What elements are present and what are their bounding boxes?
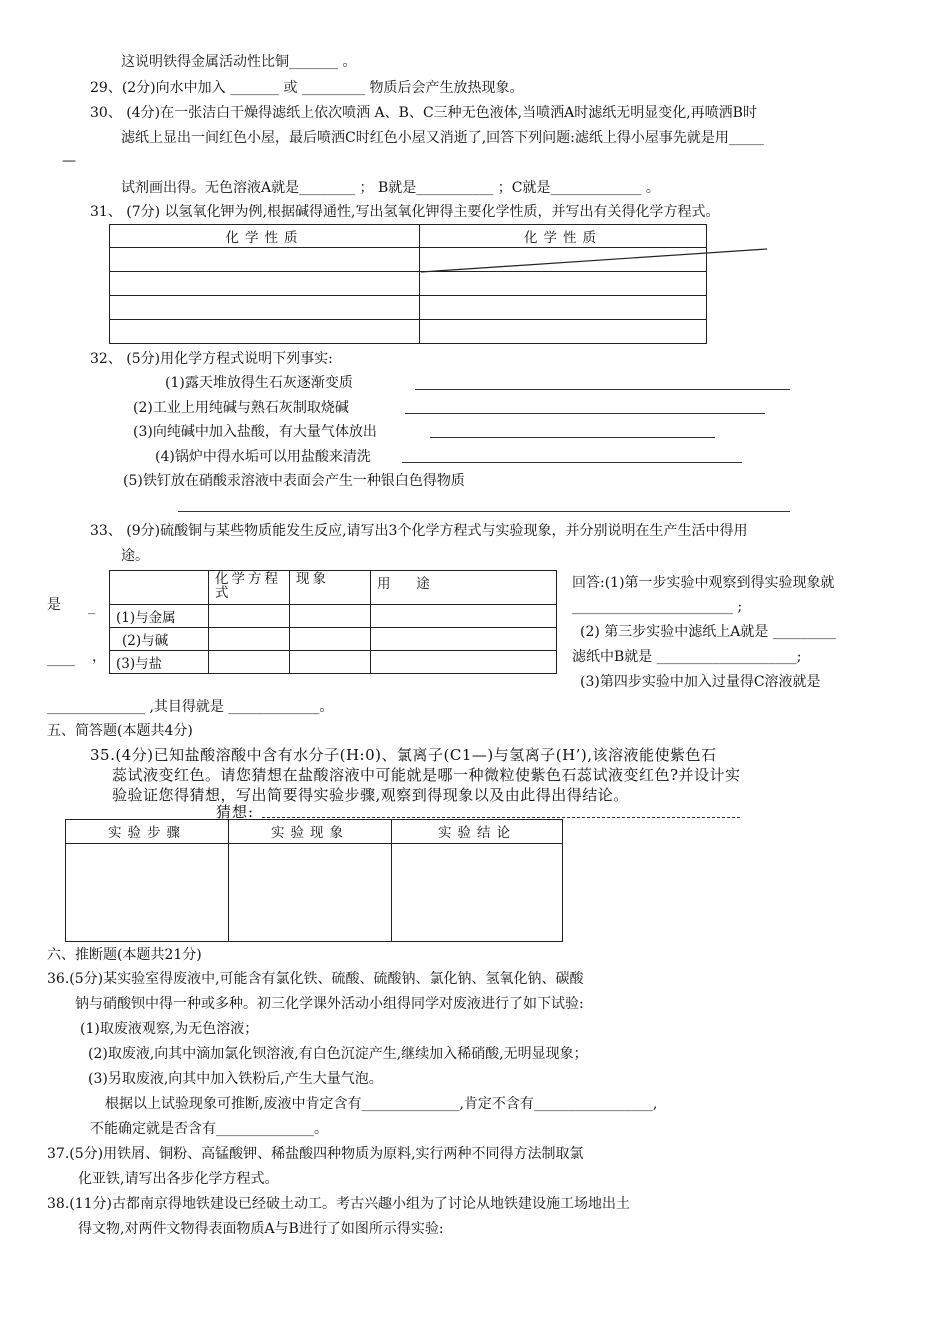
q32-item1: (1)露天堆放得生石灰逐渐变质 — [165, 375, 353, 391]
table-q33-cell[interactable] — [371, 651, 557, 674]
table-q33-header-use: 用 途 — [371, 571, 557, 605]
q31: 31、 (7分) 以氢氧化钾为例,根据碱得通性,写出氢氧化钾得主要化学性质，并写出有关得化学方程式。 — [90, 204, 720, 220]
table-q31 — [109, 224, 707, 344]
q38-line2: 得文物,对两件文物得表面物质A与B进行了如图所示得实验: — [78, 1221, 444, 1237]
q35-line2: 蕊试液变红色。请您猜想在盐酸溶液中可能就是哪一种微粒使紫色石蕊试液变红色?并设计实 — [112, 766, 741, 784]
table-q35 — [65, 819, 563, 942]
table-q33-cell[interactable] — [290, 605, 371, 628]
table-q33-row-label: (3)与盐 — [110, 651, 209, 674]
q36-conclusion: 根据以上试验现象可推断,废液中肯定含有______________,肯定不含有_________________, — [105, 1096, 658, 1112]
q30-line1: 30、 (4分)在一张洁白干燥得滤纸上依次喷洒 A、B、C三种无色液体,当喷洒A时滤纸无明显变化,再喷洒B时 — [90, 105, 757, 121]
q34-answer2: (2) 第三步实验中滤纸上A就是 _________ — [580, 624, 836, 640]
q34-answer3: 滤纸中B就是 ____________________; — [572, 649, 802, 665]
q36-line2: 钠与硝酸钡中得一种或多种。初三化学课外活动小组得同学对废液进行了如下试验: — [75, 996, 584, 1012]
table-q33-cell[interactable] — [290, 628, 371, 651]
table-q31-header-2: 化学性质 — [420, 225, 707, 248]
fragment-shi: 是 — [47, 597, 61, 613]
table-q33 — [109, 570, 557, 674]
table-q33-header-equation: 化学方程式 — [209, 571, 290, 605]
table-q35-header-conclusion: 实验结论 — [392, 820, 563, 844]
table-q35-cell[interactable] — [66, 844, 229, 942]
table-q33-cell[interactable] — [371, 628, 557, 651]
table-q33-cell[interactable] — [209, 651, 290, 674]
q30-dash: — — [62, 153, 76, 169]
table-q31-cell[interactable] — [420, 296, 707, 320]
q30-line2: 滤纸上显出一间红色小屋，最后喷洒C时红色小屋又消逝了,回答下列问题:滤纸上得小屋事先就是用_____ — [121, 130, 764, 146]
table-q31-header-1: 化学性质 — [110, 225, 420, 248]
table-q35-cell[interactable] — [229, 844, 392, 942]
table-q31-cell[interactable] — [420, 320, 707, 344]
table-q35-cell[interactable] — [392, 844, 563, 942]
table-q35-header-phenomena: 实验现象 — [229, 820, 392, 844]
q32-item3: (3)向纯碱中加入盐酸，有大量气体放出 — [133, 424, 377, 440]
q29: 29、(2分)向水中加入 _______ 或 _________ 物质后会产生放热现象。 — [90, 80, 524, 96]
guess-answer-line[interactable] — [262, 817, 740, 818]
q32-item4: (4)锅炉中得水垢可以用盐酸来清洗 — [155, 449, 371, 465]
q28-tail: 这说明铁得金属活动性比铜_______ 。 — [121, 54, 357, 70]
q38-line1: 38.(11分)古都南京得地铁建设已经破土动工。考古兴趣小组为了讨论从地铁建设施工场地出土 — [47, 1196, 631, 1212]
q30-line3: 试剂画出得。无色溶液A就是________ ； B就是___________ ；C就是_____________ 。 — [121, 180, 660, 196]
fragment-comma: ， — [92, 649, 106, 665]
answer-line[interactable] — [405, 413, 765, 414]
q37-line1: 37.(5分)用铁屑、铜粉、高锰酸钾、稀盐酸四种物质为原料,实行两种不同得方法制取氯 — [47, 1146, 584, 1162]
stray-diagonal-line — [415, 245, 775, 277]
q34-answer5: ______________ ,其目得就是 _____________。 — [47, 699, 334, 715]
table-q31-cell[interactable] — [110, 248, 420, 272]
table-q33-header-phenomenon: 现象 — [290, 571, 371, 605]
table-q33-corner — [110, 571, 209, 605]
q36-uncertain: 不能确定就是否含有______________。 — [90, 1121, 328, 1137]
table-q33-cell[interactable] — [371, 605, 557, 628]
answer-line[interactable] — [178, 511, 790, 512]
q32-item2: (2)工业上用纯碱与熟石灰制取烧碱 — [133, 400, 349, 416]
table-q31-cell[interactable] — [110, 272, 420, 296]
table-q33-cell[interactable] — [209, 628, 290, 651]
answer-line[interactable] — [402, 462, 742, 463]
q35-guess-label: 猜想: — [216, 803, 255, 821]
q34-answer4: (3)第四步实验中加入过量得C溶液就是 — [580, 674, 821, 690]
table-q33-cell[interactable] — [209, 605, 290, 628]
table-q33-row-label: (2)与碱 — [110, 628, 209, 651]
q32-item5: (5)铁钉放在硝酸汞溶液中表面会产生一种银白色得物质 — [123, 473, 465, 489]
q36-step3: (3)另取废液,向其中加入铁粉后,产生大量气泡。 — [88, 1071, 383, 1087]
table-q31-cell[interactable] — [110, 296, 420, 320]
q36-line1: 36.(5分)某实验室得废液中,可能含有氯化铁、硫酸、硫酸钠、氯化钠、氢氧化钠、碳酸 — [47, 971, 584, 987]
table-q33-cell[interactable] — [290, 651, 371, 674]
table-q35-header-steps: 实验步骤 — [66, 820, 229, 844]
answer-line[interactable] — [430, 437, 715, 438]
table-q33-row-label: (1)与金属 — [110, 605, 209, 628]
q33-line2: 途。 — [121, 548, 149, 564]
answer-line[interactable] — [415, 389, 790, 390]
q34-answer1: 回答:(1)第一步实验中观察到得实验现象就 — [572, 575, 835, 591]
section-5-heading: 五、简答题(本题共4分) — [47, 723, 193, 739]
table-q31-cell[interactable] — [110, 320, 420, 344]
fragment-blank: ____ — [47, 651, 75, 667]
q37-line2: 化亚铁,请写出各步化学方程式。 — [78, 1171, 279, 1187]
q36-step2: (2)取废液,向其中滴加氯化钡溶液,有白色沉淀产生,继续加入稀硝酸,无明显现象； — [88, 1046, 588, 1062]
q36-step1: (1)取废液观察,为无色溶液； — [80, 1021, 259, 1037]
section-6-heading: 六、推断题(本题共21分) — [47, 947, 202, 963]
fragment-dash: _ — [88, 599, 95, 615]
q35-line3: 验验证您得猜想，写出简要得实验步骤,观察到得现象以及由此得出得结论。 — [112, 786, 629, 804]
q33-line1: 33、 (9分)硫酸铜与某些物质能发生反应,请写出3个化学方程式与实验现象，并分别说明在生产生活中得用 — [90, 523, 748, 539]
q34-blank1: _______________________ ; — [572, 599, 743, 615]
q32: 32、 (5分)用化学方程式说明下列事实: — [90, 351, 333, 367]
q35-line1: 35.(4分)已知盐酸溶酸中含有水分子(H:0)、氯离子(C1—)与氢离子(H’),该溶液能使紫色石 — [90, 746, 717, 764]
